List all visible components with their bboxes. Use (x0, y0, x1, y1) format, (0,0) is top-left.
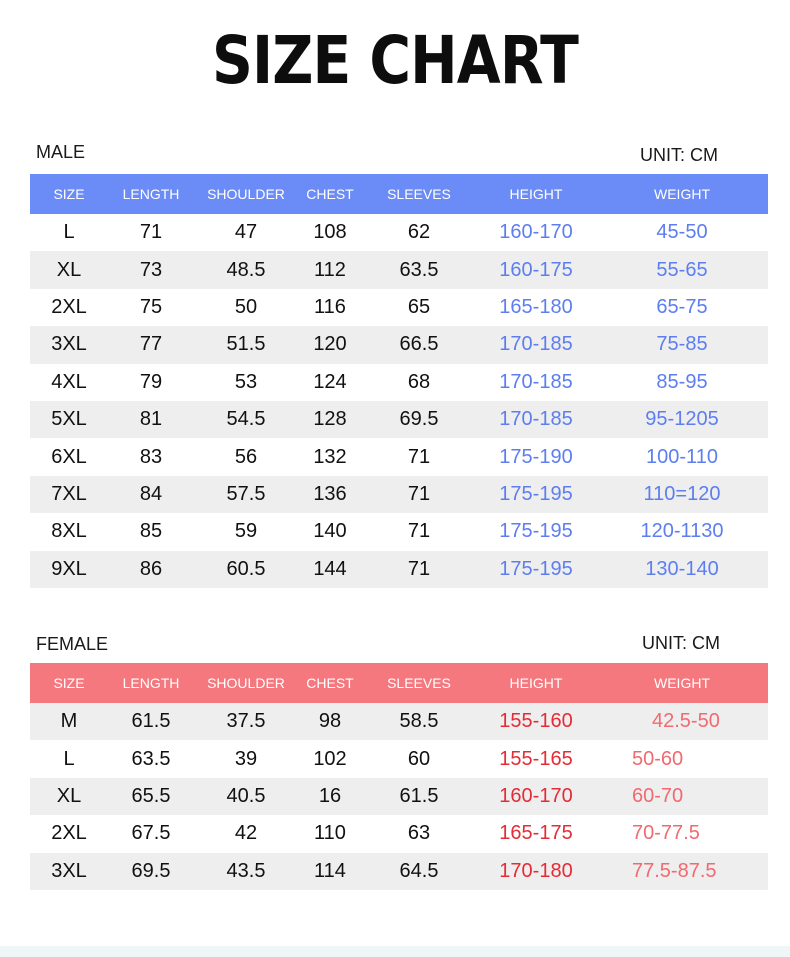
male-cell-shoulder: 50 (234, 295, 258, 318)
male-cell-length: 71 (139, 221, 163, 244)
table-row (30, 551, 768, 588)
table-row (30, 778, 768, 815)
male-cell-size: 5XL (51, 408, 87, 431)
female-cell-length: 61.5 (131, 710, 171, 733)
male-cell-chest: 128 (313, 408, 347, 431)
table-row (30, 476, 768, 513)
female-cell-chest: 114 (314, 859, 346, 882)
female-header-size: SIZE (53, 675, 85, 691)
female-cell-size: M (60, 710, 78, 733)
female-table-body (30, 703, 768, 890)
female-cell-chest: 110 (314, 822, 346, 845)
male-cell-height: 170-185 (499, 408, 573, 431)
male-cell-shoulder: 48.5 (226, 258, 266, 281)
male-cell-shoulder: 47 (234, 221, 258, 244)
male-cell-height: 170-185 (499, 333, 573, 356)
female-cell-sleeves: 63 (407, 822, 431, 845)
female-cell-size: XL (56, 784, 82, 807)
male-cell-chest: 132 (313, 445, 347, 468)
table-row (30, 364, 768, 401)
male-header-sleeves: SLEEVES (387, 186, 451, 202)
table-row (30, 740, 768, 777)
male-cell-sleeves: 71 (407, 482, 431, 505)
page-title: SIZE CHART (211, 22, 579, 99)
male-cell-chest: 140 (313, 520, 347, 543)
male-cell-weight: 85-95 (656, 370, 708, 393)
female-cell-chest: 102 (313, 747, 347, 770)
male-cell-sleeves: 63.5 (399, 258, 439, 281)
male-cell-chest: 112 (314, 258, 346, 281)
female-cell-weight: 60-70 (632, 784, 684, 807)
male-section-label: MALE (36, 142, 86, 162)
female-cell-size: L (63, 747, 75, 770)
female-cell-length: 65.5 (131, 784, 171, 807)
male-unit-label: UNIT: CM (640, 145, 718, 165)
male-cell-sleeves: 71 (407, 557, 431, 580)
female-cell-chest: 16 (318, 784, 342, 807)
female-header-chest: CHEST (306, 675, 354, 691)
male-cell-size: XL (56, 258, 82, 281)
male-cell-chest: 124 (313, 370, 347, 393)
table-row (30, 289, 768, 326)
table-row (30, 326, 768, 363)
female-cell-shoulder: 40.5 (226, 784, 266, 807)
male-cell-weight: 100-110 (646, 445, 718, 468)
male-cell-length: 73 (139, 258, 163, 281)
male-cell-sleeves: 62 (407, 221, 431, 244)
table-row (30, 251, 768, 288)
female-header-length: LENGTH (122, 675, 180, 691)
table-row (30, 401, 768, 438)
male-cell-sleeves: 71 (407, 445, 431, 468)
male-cell-size: 7XL (51, 482, 87, 505)
female-cell-height: 170-180 (499, 859, 573, 882)
table-row (30, 214, 768, 251)
female-cell-chest: 98 (318, 710, 342, 733)
female-cell-sleeves: 61.5 (399, 784, 439, 807)
female-cell-height: 155-160 (499, 710, 573, 733)
male-cell-length: 81 (139, 408, 163, 431)
male-cell-size: L (63, 221, 75, 244)
male-cell-shoulder: 51.5 (226, 333, 266, 356)
male-cell-size: 9XL (51, 557, 87, 580)
male-cell-sleeves: 69.5 (399, 408, 439, 431)
male-cell-shoulder: 56 (234, 445, 258, 468)
male-cell-chest: 108 (313, 221, 347, 244)
table-row (30, 815, 768, 852)
male-cell-length: 77 (139, 333, 163, 356)
male-cell-sleeves: 71 (407, 520, 431, 543)
male-cell-weight: 95-1205 (645, 408, 719, 431)
male-header-chest: CHEST (306, 186, 354, 202)
female-cell-size: 2XL (51, 822, 87, 845)
male-cell-height: 165-180 (499, 295, 573, 318)
female-cell-height: 155-165 (499, 747, 573, 770)
male-cell-size: 6XL (51, 445, 87, 468)
male-header-height: HEIGHT (509, 186, 563, 202)
female-cell-height: 165-175 (499, 822, 573, 845)
female-size-table (30, 663, 768, 890)
male-header-row (30, 174, 768, 214)
male-header-size: SIZE (53, 186, 85, 202)
female-cell-length: 69.5 (131, 859, 171, 882)
female-cell-shoulder: 39 (234, 747, 258, 770)
table-row (30, 438, 768, 475)
male-cell-length: 79 (139, 370, 163, 393)
male-cell-shoulder: 57.5 (226, 482, 266, 505)
male-cell-height: 175-195 (499, 557, 573, 580)
male-cell-size: 4XL (51, 370, 87, 393)
male-cell-height: 175-195 (499, 482, 573, 505)
male-header-weight: WEIGHT (654, 186, 710, 202)
male-cell-size: 8XL (51, 520, 87, 543)
female-header-height: HEIGHT (509, 675, 563, 691)
male-cell-length: 86 (139, 557, 163, 580)
female-cell-weight: 50-60 (632, 747, 684, 770)
male-cell-chest: 144 (313, 557, 347, 580)
male-cell-height: 175-195 (499, 520, 573, 543)
male-cell-size: 3XL (51, 333, 87, 356)
male-cell-length: 84 (139, 482, 163, 505)
male-cell-length: 85 (139, 520, 163, 543)
female-cell-size: 3XL (51, 859, 87, 882)
male-table-body (30, 214, 768, 588)
male-cell-sleeves: 66.5 (399, 333, 439, 356)
female-header-row (30, 663, 768, 703)
male-cell-length: 83 (139, 445, 163, 468)
footer-band (0, 946, 790, 957)
male-cell-length: 75 (139, 295, 163, 318)
female-cell-sleeves: 60 (407, 747, 431, 770)
female-cell-shoulder: 37.5 (226, 710, 266, 733)
male-size-table (30, 174, 768, 588)
female-cell-shoulder: 42 (234, 822, 258, 845)
male-cell-chest: 136 (313, 482, 347, 505)
male-cell-sleeves: 65 (407, 295, 431, 318)
female-cell-height: 160-170 (499, 784, 573, 807)
male-cell-height: 160-175 (499, 258, 573, 281)
female-unit-label: UNIT: CM (642, 633, 720, 653)
male-cell-weight: 75-85 (656, 333, 708, 356)
male-cell-shoulder: 60.5 (226, 557, 266, 580)
female-cell-sleeves: 58.5 (399, 710, 439, 733)
male-cell-weight: 65-75 (656, 295, 708, 318)
male-cell-chest: 120 (313, 333, 347, 356)
male-cell-sleeves: 68 (407, 370, 431, 393)
male-cell-weight: 45-50 (656, 221, 708, 244)
male-header-shoulder: SHOULDER (207, 186, 285, 202)
male-cell-chest: 116 (314, 295, 346, 318)
table-row (30, 703, 768, 740)
female-cell-length: 67.5 (131, 822, 171, 845)
male-cell-height: 175-190 (499, 445, 573, 468)
male-cell-weight: 130-140 (645, 557, 719, 580)
female-cell-weight: 70-77.5 (632, 822, 700, 845)
male-cell-size: 2XL (51, 295, 87, 318)
male-cell-height: 160-170 (499, 221, 573, 244)
female-cell-sleeves: 64.5 (399, 859, 439, 882)
male-cell-shoulder: 59 (234, 520, 258, 543)
table-row (30, 853, 768, 890)
table-row (30, 513, 768, 550)
female-header-sleeves: SLEEVES (387, 675, 451, 691)
female-cell-weight: 77.5-87.5 (632, 859, 717, 882)
male-cell-weight: 110=120 (643, 482, 721, 505)
male-cell-shoulder: 53 (234, 370, 258, 393)
female-cell-weight: 42.5-50 (652, 710, 720, 733)
female-section-label: FEMALE (36, 634, 109, 654)
male-cell-weight: 55-65 (656, 258, 708, 281)
female-cell-shoulder: 43.5 (226, 859, 266, 882)
female-cell-length: 63.5 (131, 747, 171, 770)
female-header-shoulder: SHOULDER (207, 675, 285, 691)
male-cell-weight: 120-1130 (640, 520, 724, 543)
male-cell-shoulder: 54.5 (226, 408, 266, 431)
male-cell-height: 170-185 (499, 370, 573, 393)
male-header-length: LENGTH (122, 186, 180, 202)
female-header-weight: WEIGHT (654, 675, 710, 691)
